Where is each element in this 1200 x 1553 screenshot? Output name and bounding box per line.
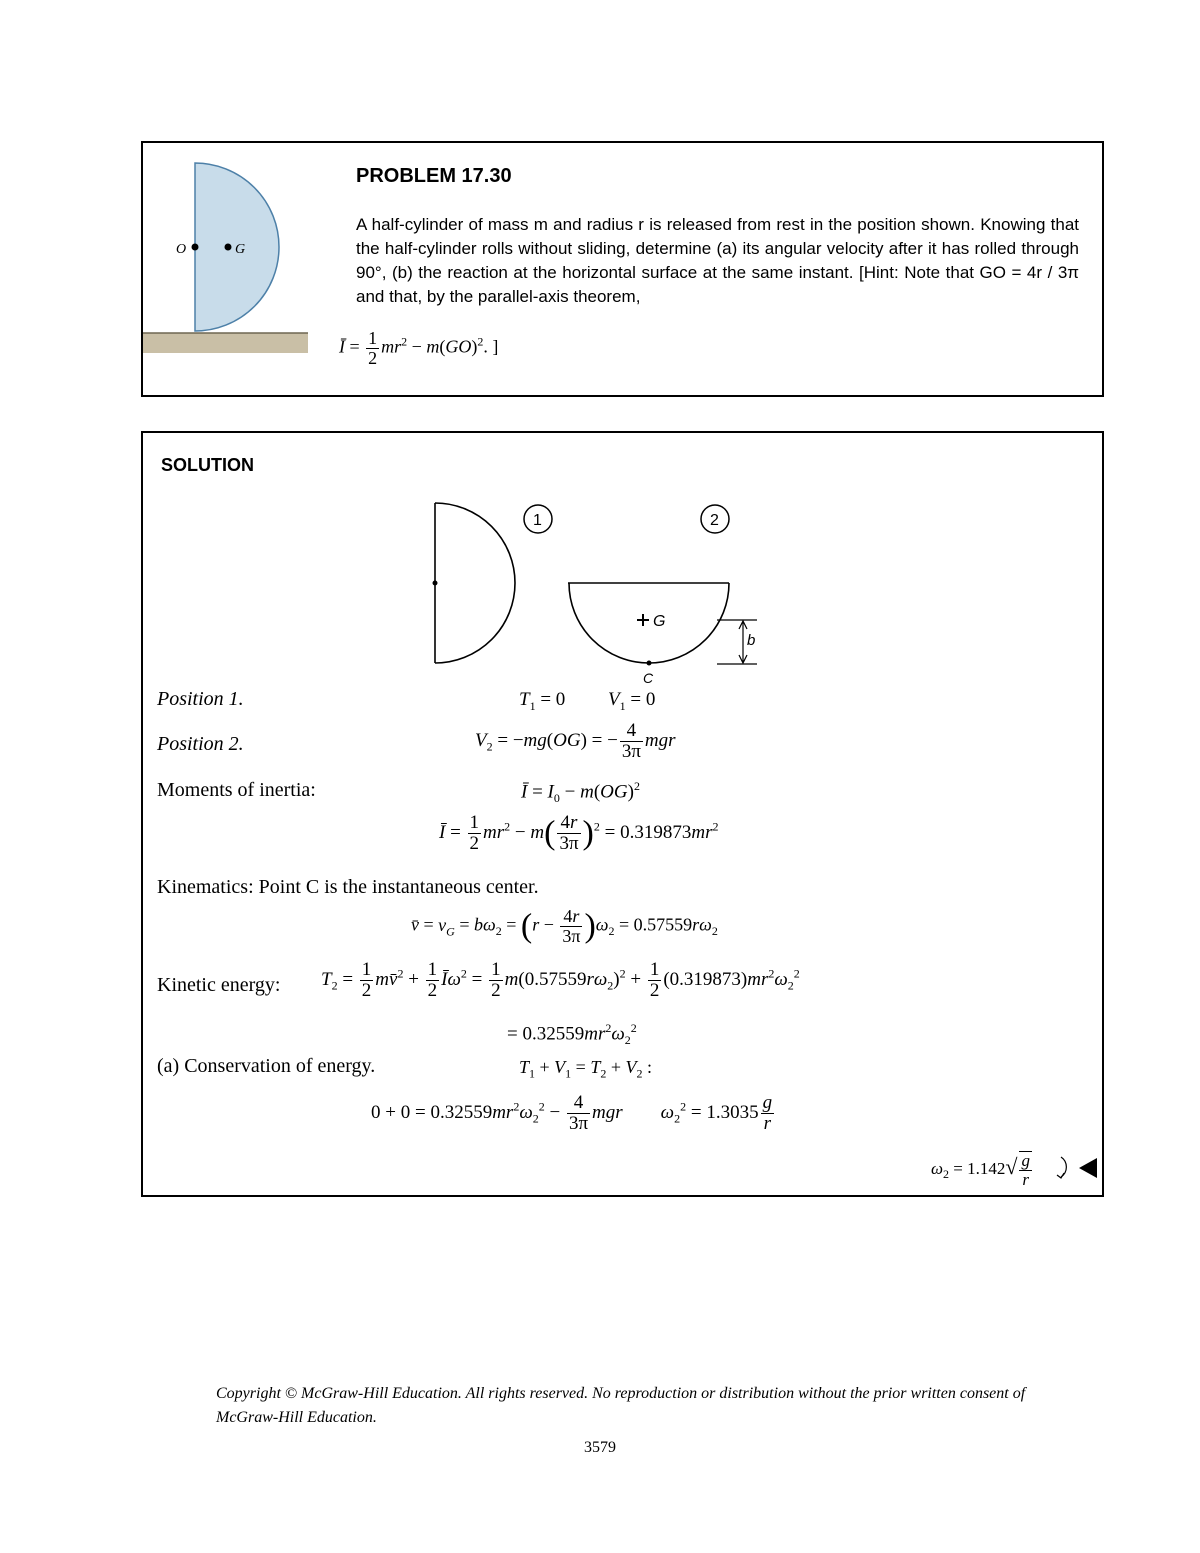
answer-rotation-arrow-icon: [1055, 1151, 1103, 1185]
kinematics-label: Kinematics: Point C is the instantaneous center.: [157, 876, 539, 898]
point-g-marker: [225, 244, 232, 251]
energy-balance-equation: $0 + 0 = 0.32559mr^2\omega_2^2$ − $\frac{4}{3\pi}$ mgr $\omega_2^2 = 1.3035$ $\frac{g}{r}$: [371, 1092, 773, 1134]
svg-text:2: 2: [710, 512, 719, 529]
point-c: [647, 661, 652, 666]
kinetic-energy-label: Kinetic energy:: [157, 974, 281, 996]
answer-equation: $\omega_2 = 1.142√$ $\frac{g}{r}$: [931, 1151, 1030, 1189]
ground-surface: [143, 333, 308, 353]
position-2-label: Position 2.: [157, 733, 244, 755]
svg-text:b: b: [747, 632, 756, 649]
kinetic-energy-result: = $0.32559mr^2\omega_2^2$: [507, 1021, 637, 1048]
problem-text: A half-cylinder of mass m and radius r is released from rest in the position shown. Knowing that the half-cylinder rolls without sliding, determine (a) its angular velocity after it has rolled through 90°, (b) the reaction at the horizontal surface at the same instant. [Hint: Note that GO = 4r / 3π and that, by the parallel-axis theorem,: [356, 215, 1079, 306]
svg-text:C: C: [643, 670, 654, 686]
svg-text:G: G: [653, 613, 666, 630]
position-1-label: Position 1.: [157, 688, 244, 710]
kinetic-energy-equation: $T_2$ = $\frac{1}{2}$ mv̄$^2$ + $\frac{1}{2}$ $Ī\omega^2$ = $\frac{1}{2}$ $m(0.57559r\omega_2)^2$ + $\frac{1}{2}$ $(0.319873)mr^2\omega_2^2$: [321, 959, 800, 1001]
svg-text:1: 1: [533, 512, 542, 529]
position-1-point-o: [433, 581, 438, 586]
kinematics-equation: v̄ = $v_G = b\omega_2 = (r$ − $\frac{4r}{3\pi}$ )$\omega_2 = 0.57559r\omega_2$: [411, 906, 718, 946]
solution-figure: [423, 493, 763, 693]
solution-title: SOLUTION: [161, 455, 254, 475]
conservation-equation: $T_1 + V_1 = T_2 + V_2$ :: [519, 1057, 653, 1081]
moments-equation-2: Ī = $\frac{1}{2}$ $mr^2 - m$( $\frac{4r}{3\pi}$ )$^2 = 0.319873mr^2$: [439, 812, 719, 854]
conservation-label: (a) Conservation of energy.: [157, 1055, 376, 1077]
copyright-notice: Copyright © McGraw-Hill Education. All rights reserved. No reproduction or distribution without the prior written consent of McGraw-Hill Education.: [216, 1385, 1026, 1426]
page-number: 3579: [584, 1439, 616, 1456]
position-2-equation: $V_2 = -mg(OG)$ = − $\frac{4}{3\pi}$ mgr: [475, 720, 676, 762]
solution-box: [141, 431, 1104, 1197]
point-o-marker: [192, 244, 199, 251]
moments-label: Moments of inertia:: [157, 779, 316, 801]
problem-hint-equation: Ī = $\frac{1}{2}$ $mr^2 - m(GO)^2$. ]: [339, 328, 499, 368]
label-o: O: [176, 242, 187, 257]
problem-title: PROBLEM 17.30: [356, 165, 512, 187]
problem-figure: [143, 143, 313, 358]
label-g: G: [235, 242, 246, 257]
problem-box: [141, 141, 1104, 397]
moments-equation-1: Ī = $I_0 - m(OG)^2$: [521, 779, 640, 806]
position-1-equation: $T_1 = 0$ $V_1 = 0$: [519, 689, 656, 713]
